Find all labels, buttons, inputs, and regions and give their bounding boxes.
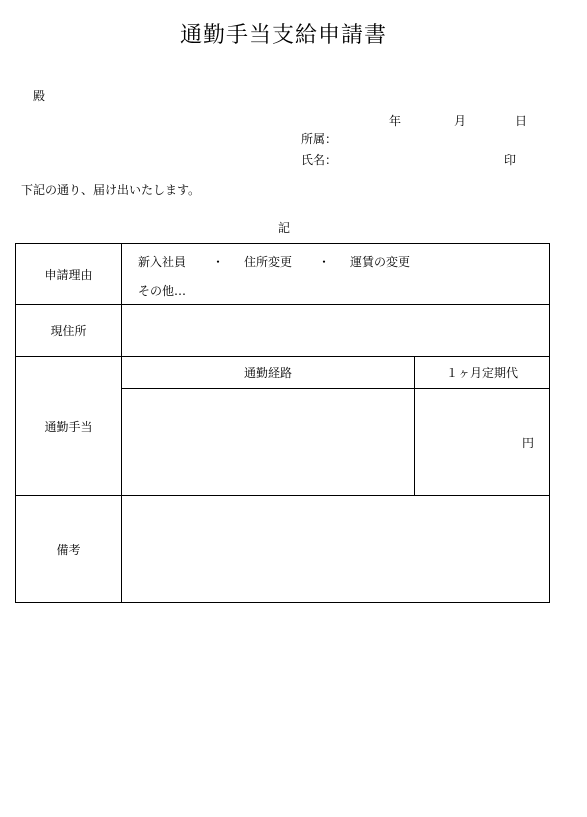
route-header: 通勤経路: [122, 357, 415, 389]
reason-separator: ・: [318, 255, 331, 269]
ki-heading: 記: [278, 221, 291, 235]
current-address-label: 現住所: [16, 305, 122, 357]
route-field[interactable]: [122, 389, 415, 496]
current-address-field[interactable]: [122, 305, 550, 357]
monthly-pass-header: １ヶ月定期代: [415, 357, 550, 389]
monthly-pass-field[interactable]: [415, 389, 550, 496]
application-form-table: [15, 243, 550, 603]
reason-label: 申請理由: [16, 244, 122, 305]
reason-option-new-employee[interactable]: 新入社員: [138, 255, 187, 269]
reason-option-fare-change[interactable]: 運賃の変更: [350, 255, 411, 269]
page-title: 通勤手当支給申請書: [179, 23, 387, 48]
yen-unit: 円: [521, 435, 534, 450]
addressee-suffix: 殿: [33, 89, 46, 103]
reason-option-address-change[interactable]: 住所変更: [244, 255, 293, 269]
intro-text: 下記の通り、届け出いたします。: [21, 183, 201, 197]
reason-options-cell[interactable]: [122, 244, 550, 305]
reason-option-other[interactable]: その他…: [138, 284, 187, 298]
remarks-field[interactable]: [122, 496, 550, 603]
name-label: 氏名：: [301, 153, 338, 167]
commute-allowance-label: 通勤手当: [16, 357, 122, 496]
remarks-label: 備考: [16, 496, 122, 603]
remarks-row: [16, 496, 550, 603]
commute-header-row: [16, 357, 550, 389]
seal-mark: 印: [504, 153, 517, 167]
date-year: 年: [389, 114, 402, 128]
reason-row: [16, 244, 550, 305]
affiliation-label: 所属：: [301, 132, 338, 146]
date-month: 月: [454, 114, 467, 128]
date-day: 日: [515, 114, 528, 128]
current-address-row: [16, 305, 550, 357]
reason-separator: ・: [212, 255, 225, 269]
